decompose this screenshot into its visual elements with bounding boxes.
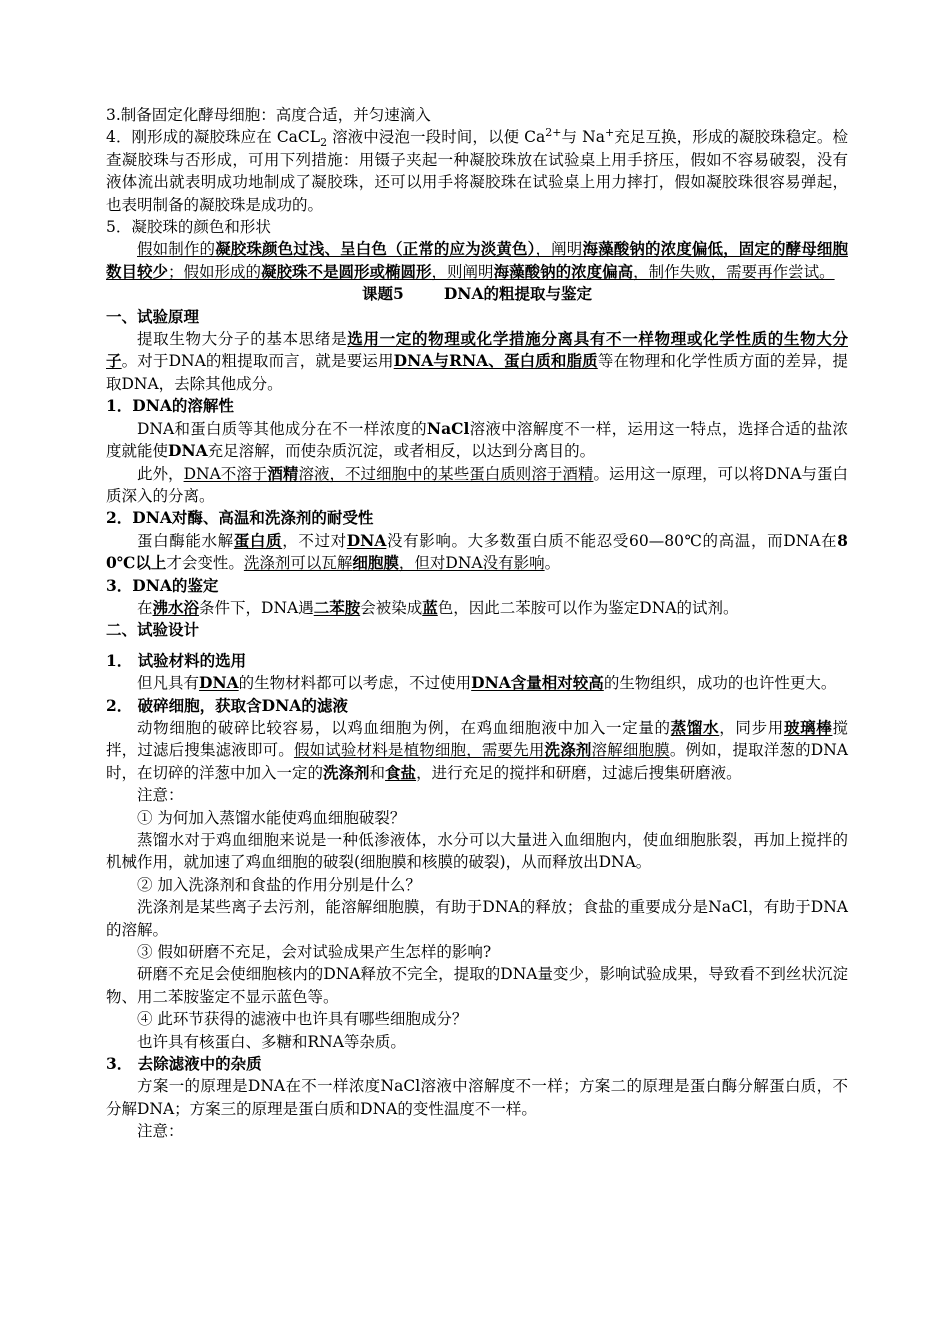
paragraph-remove-impurities: 方案一的原理是DNA在不一样浓度NaCl溶液中溶解度不一样；方案二的原理是蛋白酶分解蛋白质，不分解DNA；方案三的原理是蛋白质和DNA的变性温度不一样。 bbox=[106, 1077, 848, 1118]
heading-break-cells: 2． 破碎细胞，获取含DNA的滤液 bbox=[106, 695, 348, 715]
answer-3: 研磨不充足会使细胞核内的DNA释放不完全，提取的DNA量变少，影响试验成果，导致看不到丝状沉淀物、用二苯胺鉴定不显示蓝色等。 bbox=[106, 965, 848, 1006]
note-label-2: 注意： bbox=[137, 1122, 184, 1141]
heading-design: 二、试验设计 bbox=[106, 620, 200, 640]
line-3: 3.制备固定化酵母细胞：高度合适，并匀速滴入 bbox=[106, 106, 431, 124]
heading-principle: 一、试验原理 bbox=[106, 306, 200, 326]
paragraph-color-shape: 假如制作的凝胶珠颜色过浅、呈白色（正常的应为淡黄色），阐明海藻酸钠的浓度偏低，固定的酵母细胞数目较少；假如形成的凝胶珠不是圆形或椭圆形，则阐明海藻酸钠的浓度偏高，制作失败，需要再作尝试。 bbox=[106, 239, 848, 281]
paragraph-break-cells: 动物细胞的破碎比较容易，以鸡血细胞为例，在鸡血细胞液中加入一定量的蒸馏水，同步用玻璃棒搅拌，过滤后搜集滤液即可。假如试验材料是植物细胞，需要先用洗涤剂溶解细胞膜。例如，提取洋葱的DNA时，在切碎的洋葱中加入一定的洗涤剂和食盐，进行充足的搅拌和研磨，过滤后搜集研磨液。 bbox=[106, 717, 848, 782]
paragraph-identification: 在沸水浴条件下，DNA遇二苯胺会被染成蓝色，因此二苯胺可以作为鉴定DNA的试剂。 bbox=[137, 597, 739, 617]
heading-solubility: 1．DNA的溶解性 bbox=[106, 396, 234, 416]
answer-4: 也许具有核蛋白、多糖和RNA等杂质。 bbox=[137, 1032, 406, 1051]
document-page bbox=[106, 104, 848, 1143]
question-2: ② 加入洗涤剂和食盐的作用分别是什么？ bbox=[137, 875, 421, 894]
heading-materials: 1． 试验材料的选用 bbox=[106, 650, 247, 670]
heading-5: 5．凝胶珠的颜色和形状 bbox=[106, 218, 271, 237]
paragraph-materials: 但凡具有DNA的生物材料都可以考虑，不过使用DNA含量相对较高的生物组织，成功的也许性更大。 bbox=[137, 673, 837, 693]
paragraph-principle: 提取生物大分子的基本思绪是选用一定的物理或化学措施分离具有不一样物理或化学性质的生物大分子。对于DNA的粗提取而言，就是要运用DNA与RNA、蛋白质和脂质等在物理和化学性质方面的差异，提取DNA，去除其他成分。 bbox=[106, 329, 848, 393]
section-title: 课题5 DNA的粗提取与鉴定 bbox=[362, 284, 592, 304]
note-label: 注意： bbox=[137, 786, 184, 805]
answer-1: 蒸馏水对于鸡血细胞来说是一种低渗液体，水分可以大量进入血细胞内，使血细胞胀裂，再加上搅拌的机械作用，就加速了鸡血细胞的破裂(细胞膜和核膜的破裂)，从而释放出DNA。 bbox=[106, 831, 848, 872]
paragraph-solubility: DNA和蛋白质等其他成分在不一样浓度的NaCl溶液中溶解度不一样，运用这一特点，选择合适的盐浓度就能使DNA充足溶解，而使杂质沉淀，或者相反，以达到分离目的。 bbox=[106, 418, 848, 461]
question-1: ① 为何加入蒸馏水能使鸡血细胞破裂？ bbox=[137, 808, 406, 827]
heading-identification: 3．DNA的鉴定 bbox=[106, 575, 219, 595]
answer-2: 洗涤剂是某些离子去污剂，能溶解细胞膜，有助于DNA的释放；食盐的重要成分是NaCl，有助于DNA的溶解。 bbox=[106, 898, 848, 939]
question-4: ④ 此环节获得的滤液中也许具有哪些细胞成分？ bbox=[137, 1010, 468, 1029]
heading-remove-impurities: 3． 去除滤液中的杂质 bbox=[106, 1054, 262, 1074]
paragraph-tolerance: 蛋白酶能水解蛋白质，不过对DNA没有影响。大多数蛋白质不能忍受60—80℃的高温，而DNA在80℃以上才会变性。洗涤剂可以瓦解细胞膜，但对DNA没有影响。 bbox=[106, 530, 848, 573]
heading-tolerance: 2．DNA对酶、高温和洗涤剂的耐受性 bbox=[106, 508, 374, 528]
question-3: ③ 假如研磨不充足，会对试验成果产生怎样的影响? bbox=[137, 943, 492, 962]
paragraph-4: 4．刚形成的凝胶珠应在 CaCL$_2$ 溶液中浸泡一段时间，以便 $Ca^{2+}$与 Na+充足互换，形成的凝胶珠稳定。检查凝胶珠与否形成，可用下列措施：用镊子夹起一种凝胶珠放在试验桌上用手挤压，假如不容易破裂，没有液体流出就表明成功地制成了凝胶珠，还可以用手将凝胶珠在试验桌上用力摔打，假如凝胶珠很容易弹起，也表明制备的凝胶珠是成功的。 bbox=[106, 126, 848, 214]
paragraph-alcohol: 此外，DNA不溶于酒精溶液，不过细胞中的某些蛋白质则溶于酒精。运用这一原理，可以将DNA与蛋白质深入的分离。 bbox=[106, 463, 848, 505]
